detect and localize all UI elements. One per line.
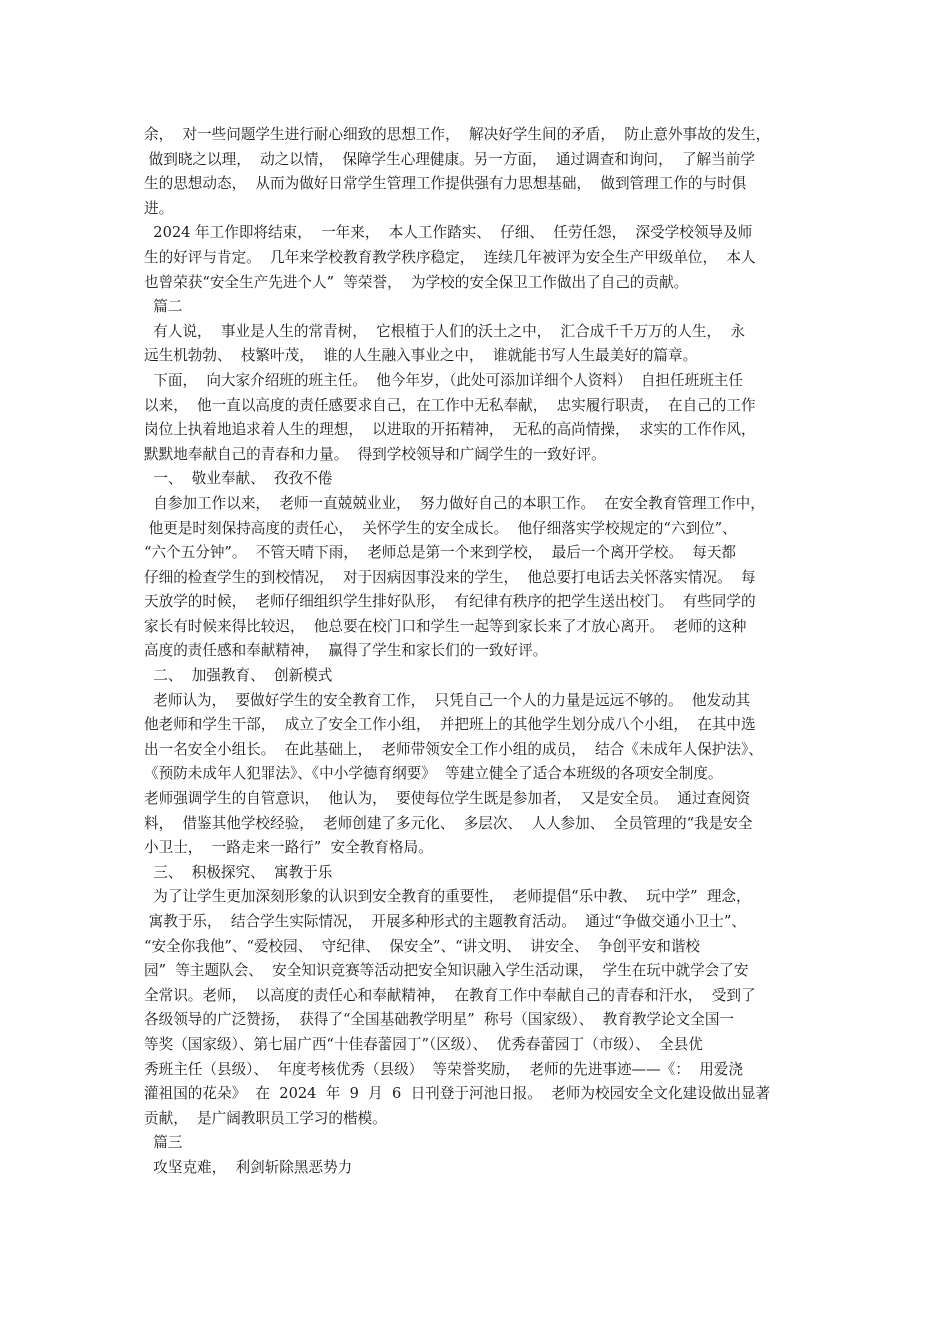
text-line: 料， 借鉴其他学校经验， 老师创建了多元化、 多层次、 人人参加、 全员管理的“我是安全 bbox=[144, 814, 753, 832]
text-line: 远生机勃勃、 枝繁叶茂， 谁的人生融入事业之中， 谁就能书写人生最美好的篇章。 bbox=[144, 347, 698, 365]
text-line: 秀班主任（县级）、 年度考核优秀（县级） 等荣誉奖励， 老师的先进事迹——《： 用爱浇 bbox=[144, 1060, 743, 1078]
text-line: 家长有时候来得比较迟， 他总要在校门口和学生一起等到家长来了才放心离开。 老师的这种 bbox=[144, 617, 747, 635]
text-line: 天放学的时候， 老师仔细组织学生排好队形， 有纪律有秩序的把学生送出校门。 有些同学的 bbox=[144, 593, 756, 611]
text-line: 高度的责任感和奉献精神， 赢得了学生和家长们的一致好评。 bbox=[144, 642, 548, 660]
text-line: 全常识。老师， 以高度的责任心和奉献精神， 在教育工作中奉献自己的青春和汗水， 受到了 bbox=[144, 986, 756, 1004]
text-line: 生的思想动态， 从而为做好日常学生管理工作提供强有力思想基础， 做到管理工作的与时俱 bbox=[144, 175, 747, 193]
text-line: “安全你我他”、“爱校园、 守纪律、 保安全”、“讲文明、 讲安全、 争创平安和谐校 bbox=[144, 937, 701, 955]
text-line: 老师强调学生的自管意识， 他认为， 要使每位学生既是参加者， 又是安全员。 通过查阅资 bbox=[144, 790, 751, 808]
text-line: 为了让学生更加深刻形象的认识到安全教育的重要性， 老师提倡“乐中教、 玩中学” 理念， bbox=[144, 888, 751, 906]
text-line: 下面， 向大家介绍班的班主任。 他今年岁，（此处可添加详细个人资料） 自担任班班主任 bbox=[144, 371, 743, 389]
text-line: 进。 bbox=[144, 199, 174, 217]
text-line: 灌祖国的花朵》 在 2024 年 9 月 6 日刊登于河池日报。 老师为校园安全文化建设做出显著 bbox=[144, 1085, 771, 1103]
text-line: “六个五分钟”。 不管天晴下雨， 老师总是第一个来到学校， 最后一个离开学校。 每天都 bbox=[144, 544, 737, 562]
text-line: 园” 等主题队会、 安全知识竞赛等活动把安全知识融入学生活动课， 学生在玩中就学会了安 bbox=[144, 962, 749, 980]
text-line: 贡献， 是广阔教职员工学习的楷模。 bbox=[144, 1109, 387, 1127]
text-line: 攻坚克难， 利剑斩除黑恶势力 bbox=[144, 1158, 353, 1176]
text-line: 有人说， 事业是人生的常青树， 它根植于人们的沃土之中， 汇合成千千万万的人生， 永 bbox=[144, 322, 745, 340]
text-line: 篇三 bbox=[144, 1134, 183, 1152]
text-line: 等奖（国家级）、第七届广西“十佳春蕾园丁”（区级）、 优秀春蕾园丁（市级）、 全县优 bbox=[144, 1035, 703, 1053]
text-line: 也曾荣获“安全生产先进个人” 等荣誉， 为学校的安全保卫工作做出了自己的贡献。 bbox=[144, 273, 689, 291]
text-line: 小卫士， 一路走来一路行” 安全教育格局。 bbox=[144, 839, 433, 857]
text-line: 一、 敬业奉献、 孜孜不倦 bbox=[144, 470, 333, 488]
text-line: 仔细的检查学生的到校情况， 对于因病因事没来的学生， 他总要打电话去关怀落实情况。 每 bbox=[144, 568, 756, 586]
text-line: 岗位上执着地追求着人生的理想， 以进取的开拓精神， 无私的高尚情操， 求实的工作作风， bbox=[144, 421, 756, 439]
text-line: 老师认为， 要做好学生的安全教育工作， 只凭自己一个人的力量是远远不够的。 他发动其 bbox=[144, 691, 751, 709]
text-line: 做到晓之以理， 动之以情， 保障学生心理健康。另一方面， 通过调查和询问， 了解当前学 bbox=[144, 150, 755, 168]
text-line: 以来， 他一直以高度的责任感要求自己，在工作中无私奉献， 忠实履行职责， 在自己的工作 bbox=[144, 396, 756, 414]
text-line: 他老师和学生干部， 成立了安全工作小组， 并把班上的其他学生划分成八个小组， 在其中选 bbox=[144, 716, 756, 734]
text-line: 三、 积极探究、 寓教于乐 bbox=[144, 863, 333, 881]
text-line: 他更是时刻保持高度的责任心， 关怀学生的安全成长。 他仔细落实学校规定的“六到位”、 bbox=[144, 519, 737, 537]
text-line: 《预防未成年人犯罪法》、《中小学德育纲要》 等建立健全了适合本班级的各项安全制度。 bbox=[144, 765, 723, 783]
text-line: 余， 对一些问题学生进行耐心细致的思想工作， 解决好学生间的矛盾， 防止意外事故的发生， bbox=[144, 126, 771, 143]
text-line: 篇二 bbox=[144, 298, 183, 316]
text-line: 自参加工作以来， 老师一直兢兢业业， 努力做好自己的本职工作。 在安全教育管理工作中， bbox=[144, 494, 765, 512]
text-line: 出一名安全小组长。 在此基础上， 老师带领安全工作小组的成员， 结合《未成年人保护法》、 bbox=[144, 740, 763, 758]
text-line: 生的好评与肯定。 几年来学校教育教学秩序稳定， 连续几年被评为安全生产甲级单位， 本人 bbox=[144, 248, 756, 266]
document-page bbox=[144, 123, 816, 1181]
text-line: 各级领导的广泛赞扬， 获得了“全国基础教学明星” 称号（国家级）、 教育教学论文全国一 bbox=[144, 1011, 735, 1029]
text-line: 默默地奉献自己的青春和力量。 得到学校领导和广阔学生的一致好评。 bbox=[144, 445, 606, 463]
text-line: 寓教于乐， 结合学生实际情况， 开展多种形式的主题教育活动。 通过“争做交通小卫士”、 bbox=[144, 913, 746, 930]
text-line: 二、 加强教育、 创新模式 bbox=[144, 667, 333, 685]
text-line: 2024 年工作即将结束， 一年来， 本人工作踏实、 仔细、 任劳任怨， 深受学校领导及师 bbox=[144, 224, 753, 242]
